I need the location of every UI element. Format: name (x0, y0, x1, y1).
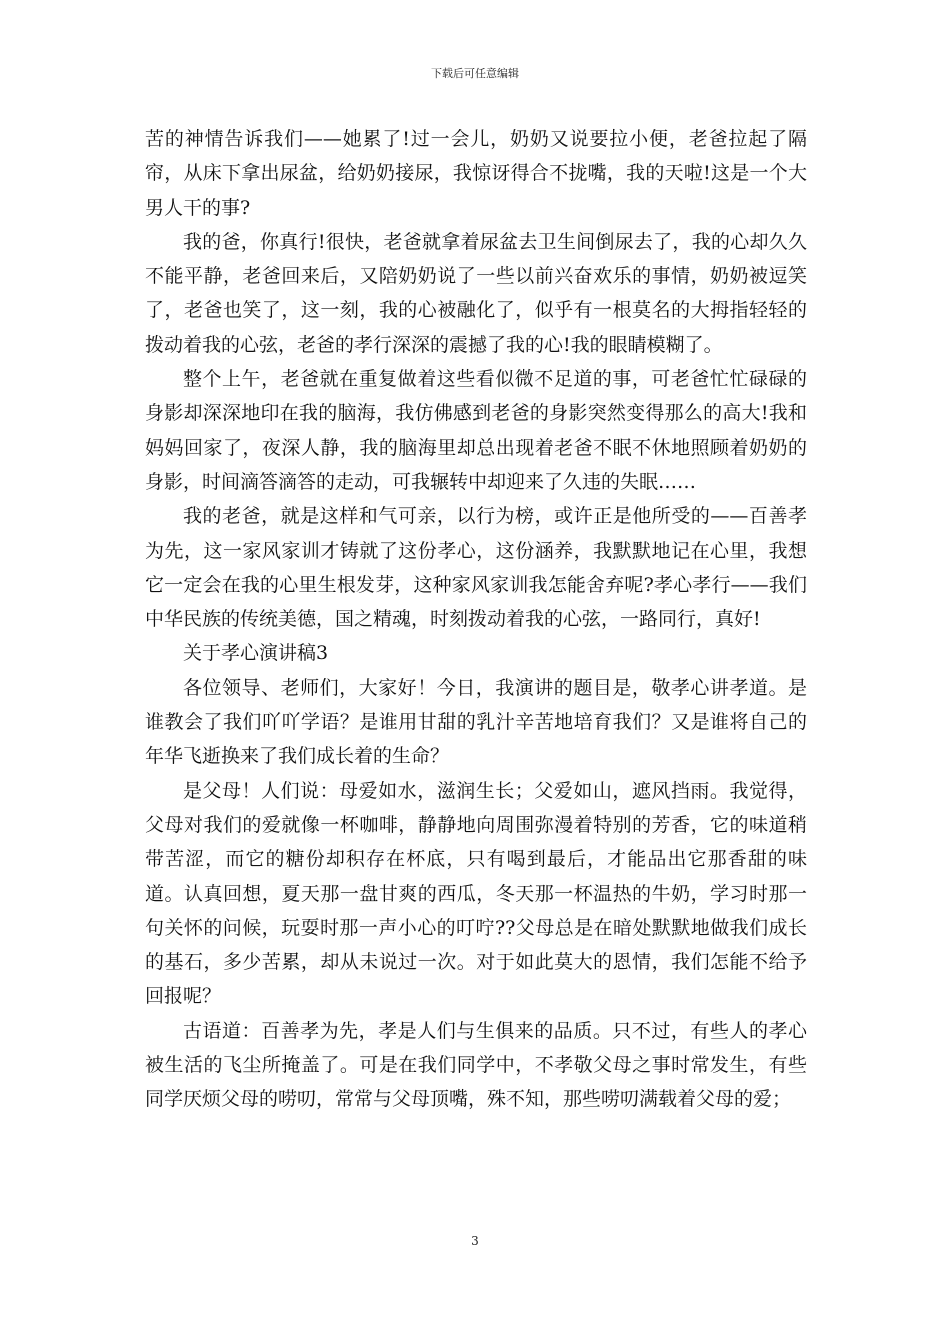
section-title: 关于孝心演讲稿3 (183, 642, 329, 665)
paragraph: 是父母！人们说：母爱如水，滋润生长；父爱如山，遮风挡雨。我觉得，父母对我们的爱就像一杯咖啡，静静地向周围弥漫着特别的芳香，它的味道稍带苦涩，而它的糖份却积存在杯底，只有喝到最后，才能品出它那香甜的味道。认真回想，夏天那一盘甘爽的西瓜，冬天那一杯温热的牛奶，学习时那一句关怀的问候，玩耍时那一声小心的叮咛??父母总是在暗处默默地做我们成长的基石，多少苦累，却从未说过一次。对于如此莫大的恩情，我们怎能不给予回报呢？ (145, 779, 807, 1008)
paragraph: 各位领导、老师们，大家好！今日，我演讲的题目是，敬孝心讲孝道。是谁教会了我们吖吖学语？是谁用甘甜的乳汁辛苦地培育我们？又是谁将自己的年华飞逝换来了我们成长着的生命？ (145, 676, 807, 768)
paragraph: 我的爸，你真行!很快，老爸就拿着尿盆去卫生间倒尿去了，我的心却久久不能平静，老爸回来后，又陪奶奶说了一些以前兴奋欢乐的事情，奶奶被逗笑了，老爸也笑了，这一刻，我的心被融化了，似乎有一根莫名的大拇指轻轻的拨动着我的心弦，老爸的孝行深深的震撼了我的心!我的眼睛模糊了。 (145, 230, 807, 356)
paragraph-continuation: 苦的神情告诉我们——她累了!过一会儿，奶奶又说要拉小便，老爸拉起了隔帘，从床下拿出尿盆，给奶奶接尿，我惊讶得合不拢嘴，我的天啦!这是一个大男人干的事? (145, 128, 807, 219)
page-number: 3 (471, 1234, 479, 1248)
document-body (145, 122, 807, 1117)
page-header: 下载后可任意编辑 (431, 67, 519, 80)
paragraph: 我的老爸，就是这样和气可亲，以行为榜，或许正是他所受的——百善孝为先，这一家风家训才铸就了这份孝心，这份涵养，我默默地记在心里，我想它一定会在我的心里生根发芽，这种家风家训我怎能舍弃呢?孝心孝行——我们中华民族的传统美德，国之精魂，时刻拨动着我的心弦，一路同行，真好! (145, 505, 807, 631)
paragraph: 整个上午，老爸就在重复做着这些看似微不足道的事，可老爸忙忙碌碌的身影却深深地印在我的脑海，我仿佛感到老爸的身影突然变得那么的高大!我和妈妈回家了，夜深人静，我的脑海里却总出现着老爸不眠不休地照顾着奶奶的身影，时间滴答滴答的走动，可我辗转中却迎来了久违的失眠…… (145, 368, 807, 493)
paragraph: 古语道：百善孝为先，孝是人们与生俱来的品质。只不过，有些人的孝心被生活的飞尘所掩盖了。可是在我们同学中，不孝敬父母之事时常发生，有些同学厌烦父母的唠叨，常常与父母顶嘴，殊不知，那些唠叨满载着父母的爱； (145, 1019, 807, 1111)
